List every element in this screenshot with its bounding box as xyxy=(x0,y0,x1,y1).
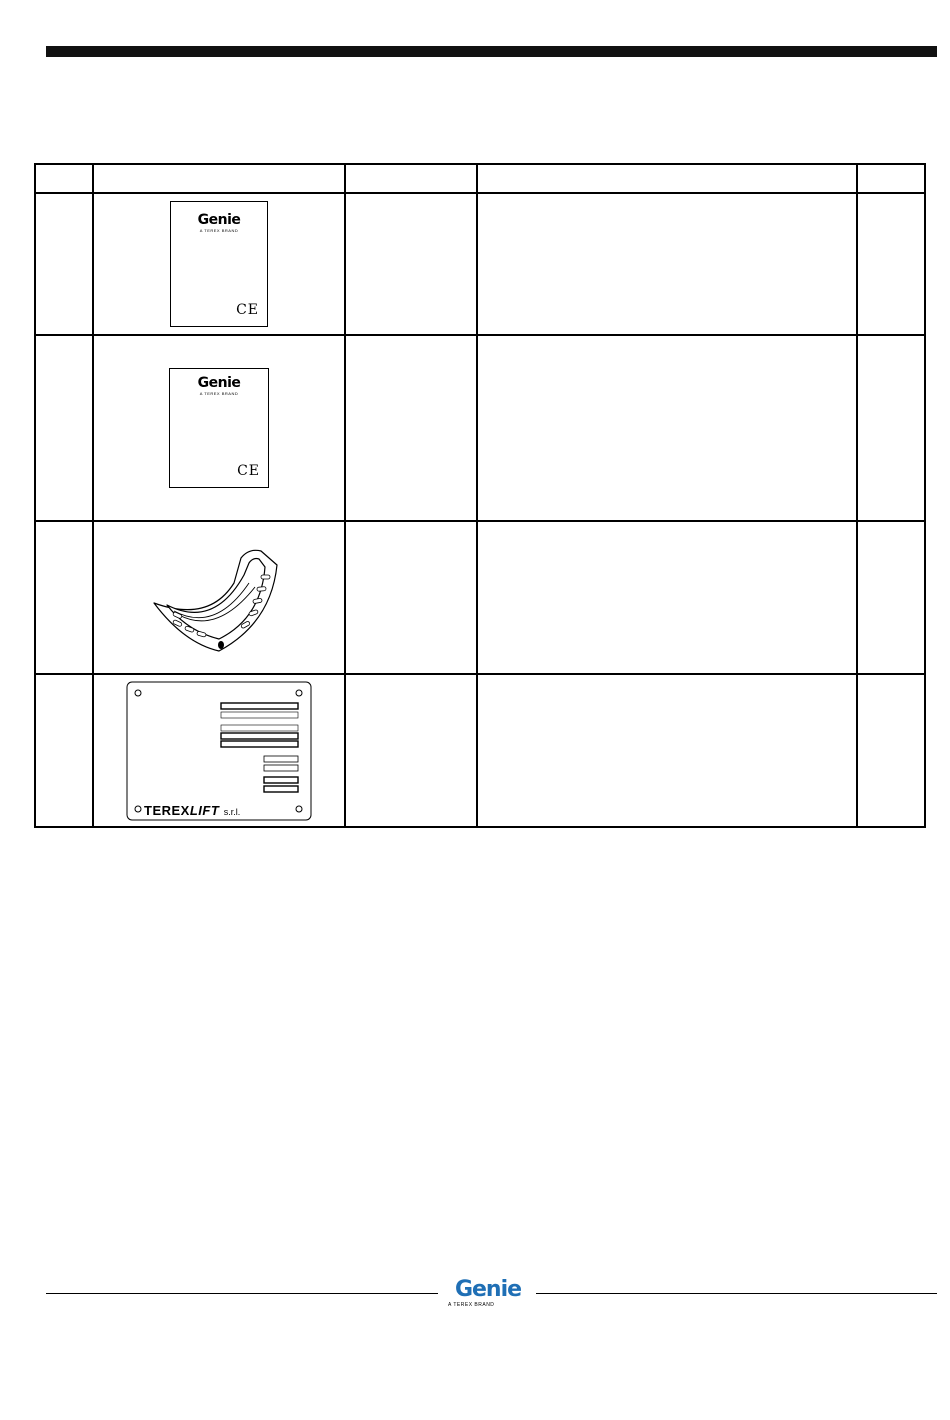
header-cell-part-number xyxy=(345,164,477,193)
cell-part-number xyxy=(345,521,477,674)
cell-part-number xyxy=(345,193,477,335)
ce-mark: CE xyxy=(237,463,260,479)
ce-mark: CE xyxy=(236,302,259,318)
cell-index xyxy=(35,521,93,674)
header-cell-description xyxy=(477,164,857,193)
cell-index xyxy=(35,335,93,521)
serial-plate-illustration xyxy=(126,681,312,821)
table-row xyxy=(35,521,925,674)
cell-index xyxy=(35,674,93,827)
cell-image xyxy=(93,193,345,335)
parts-table xyxy=(34,163,926,828)
cell-description xyxy=(477,335,857,521)
cell-part-number xyxy=(345,674,477,827)
cell-qty xyxy=(857,193,925,335)
cell-qty xyxy=(857,335,925,521)
cell-description xyxy=(477,521,857,674)
table-header-row xyxy=(35,164,925,193)
table-row xyxy=(35,335,925,521)
decal-illustration xyxy=(170,201,268,327)
genie-logo: Genie A TEREX BRAND xyxy=(197,375,241,396)
hose-guard-illustration xyxy=(149,543,289,653)
header-cell-index xyxy=(35,164,93,193)
terex-lift-logo: TEREXLIFT s.r.l. xyxy=(144,802,241,818)
header-bar xyxy=(46,46,937,57)
cell-part-number xyxy=(345,335,477,521)
cell-description xyxy=(477,674,857,827)
header-cell-image xyxy=(93,164,345,193)
header-cell-qty xyxy=(857,164,925,193)
table-row xyxy=(35,193,925,335)
table-row xyxy=(35,674,925,827)
cell-description xyxy=(477,193,857,335)
footer-rule-right xyxy=(536,1293,937,1294)
cell-image xyxy=(93,521,345,674)
cell-index xyxy=(35,193,93,335)
cell-image xyxy=(93,335,345,521)
footer-rule-left xyxy=(46,1293,438,1294)
cell-qty xyxy=(857,521,925,674)
genie-logo: Genie A TEREX BRAND xyxy=(197,212,241,233)
cell-qty xyxy=(857,674,925,827)
cell-image xyxy=(93,674,345,827)
decal-illustration xyxy=(169,368,269,488)
footer-genie-logo: Genie A TEREX BRAND xyxy=(448,1277,522,1308)
